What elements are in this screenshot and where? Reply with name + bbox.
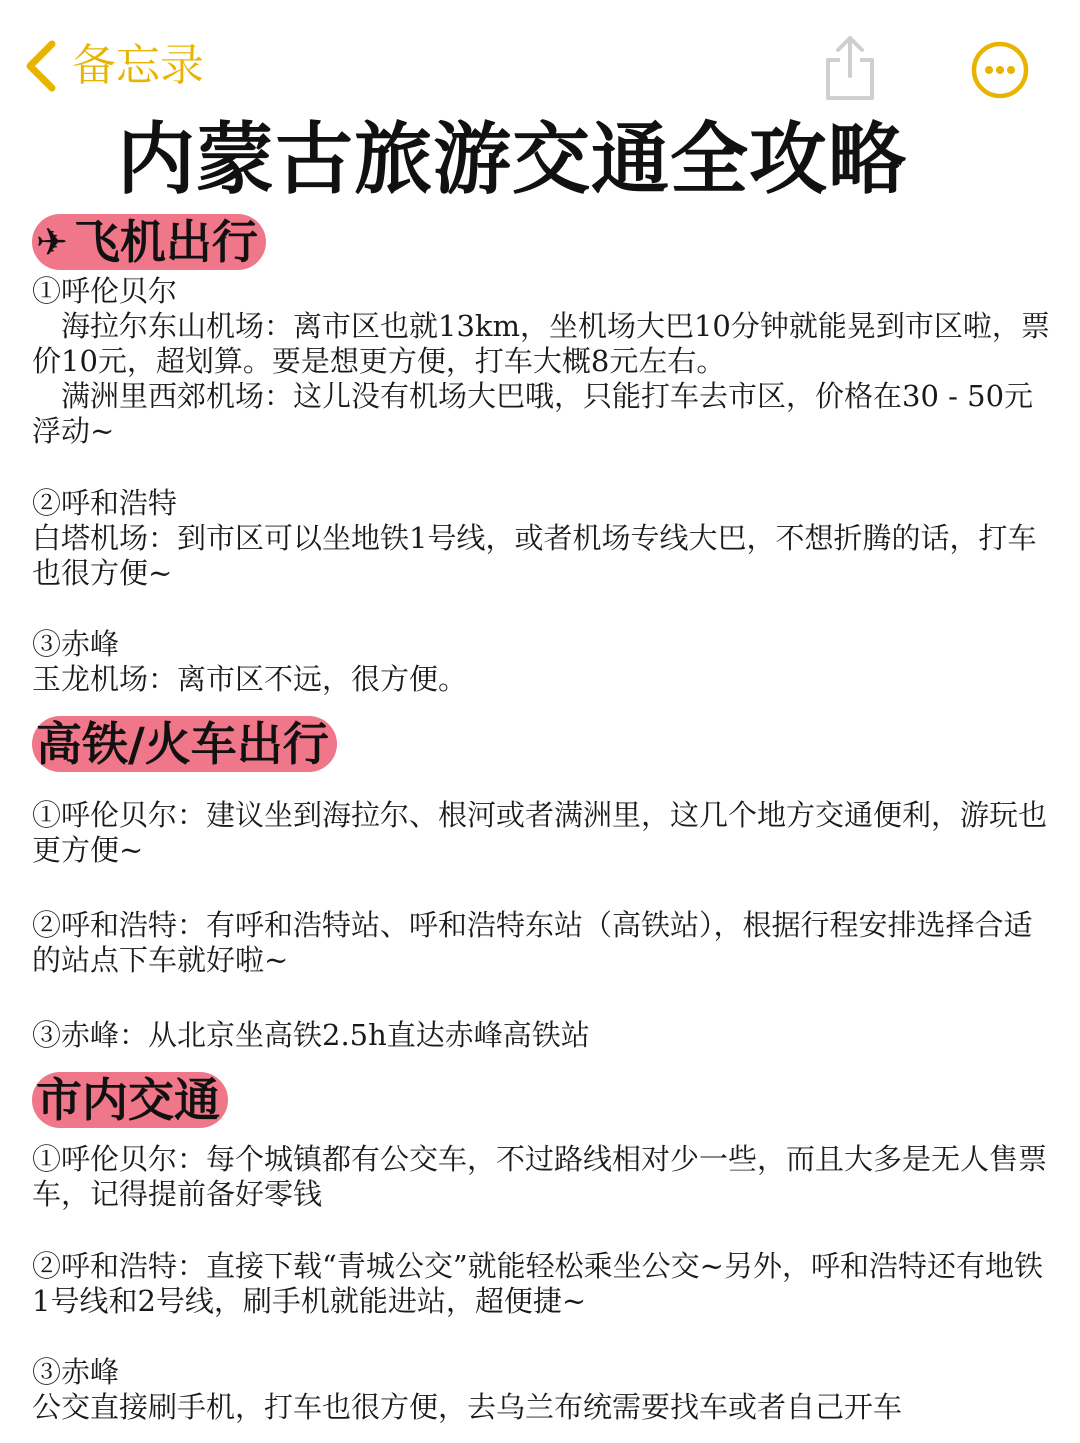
more-icon [970, 40, 1030, 100]
airplane-icon: ✈ [36, 220, 68, 264]
section-heading-text: 高铁/火车出行 [36, 717, 329, 771]
text-block: ③赤峰 公交直接刷手机，打车也很方便，去乌兰布统需要找车或者自己开车 [32, 1355, 903, 1424]
text-block: ②呼和浩特 白塔机场：到市区可以坐地铁1号线，或者机场专线大巴，不想折腾的话，打车也很方便~ [32, 486, 1037, 590]
text-block: ③赤峰 玉龙机场：离市区不远，很方便。 [32, 627, 468, 696]
nav-bar [0, 0, 1080, 110]
back-label: 备忘录 [72, 40, 204, 91]
share-icon [822, 34, 878, 102]
section-heading-train [32, 716, 337, 772]
share-button[interactable] [822, 34, 878, 106]
section-heading-flight [32, 214, 266, 270]
chevron-left-icon [22, 38, 58, 94]
text-block: ①呼伦贝尔：每个城镇都有公交车，不过路线相对少一些，而且大多是无人售票车，记得提前备好零钱 [32, 1142, 1048, 1211]
text-block: ①呼伦贝尔：建议坐到海拉尔、根河或者满洲里，这几个地方交通便利，游玩也更方便~ [32, 798, 1048, 867]
text-block: ③赤峰：从北京坐高铁2.5h直达赤峰高铁站 [32, 1018, 590, 1052]
section-heading-text: 飞机出行 [73, 215, 258, 269]
section-heading-text: 市内交通 [36, 1073, 220, 1127]
section-heading-city [32, 1072, 228, 1128]
back-button[interactable] [22, 38, 204, 94]
page-title: 内蒙古旅游交通全攻略 [116, 115, 907, 205]
text-block: ①呼伦贝尔 海拉尔东山机场：离市区也就13km，坐机场大巴10分钟就能晃到市区啦，票价10元，超划算。要是想更方便，打车大概8元左右。 满洲里西郊机场：这儿没有机场大巴哦，只能打车去市区，价格在30 - 50元浮动~ [32, 274, 1050, 448]
text-block: ②呼和浩特：有呼和浩特站、呼和浩特东站（高铁站），根据行程安排选择合适的站点下车就好啦~ [32, 908, 1033, 977]
more-button[interactable] [970, 40, 1030, 104]
text-block: ②呼和浩特：直接下载“青城公交”就能轻松乘坐公交~另外，呼和浩特还有地铁1号线和2号线，刷手机就能进站，超便捷~ [32, 1249, 1043, 1318]
